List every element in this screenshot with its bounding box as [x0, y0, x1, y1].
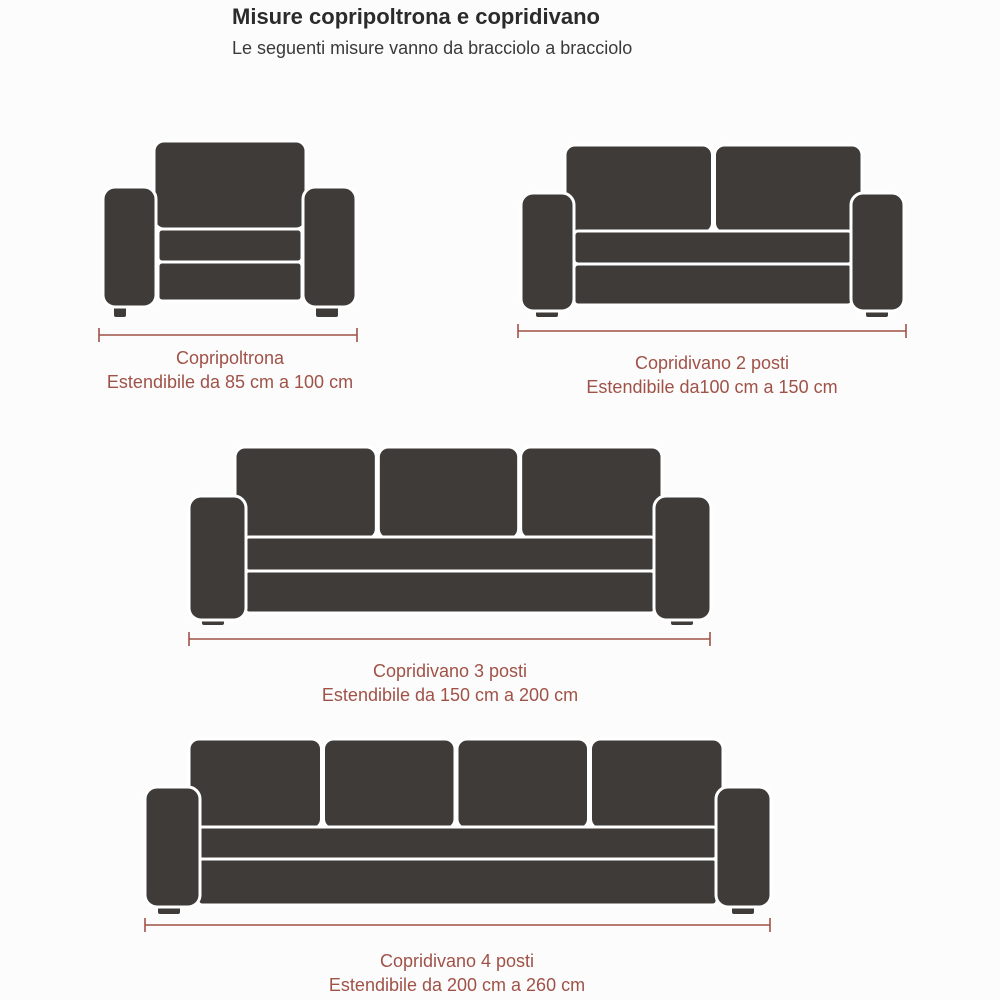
- sofa-2-seats-back-cushion-1: [565, 145, 713, 233]
- sofa-2-seats-label: [532, 351, 892, 399]
- sofa-3-seats-label: [270, 659, 630, 707]
- sofa-2-seats-range: Estendibile da100 cm a 150 cm: [586, 377, 838, 397]
- sofa-2-seats-seat-cushion: [574, 231, 852, 264]
- sofa-4-seats-name: Copridivano 4 posti: [379, 951, 535, 971]
- armchair-label: [60, 346, 400, 394]
- sofa-3-seats-left-arm: [189, 496, 246, 620]
- sofa-3-seats-range: Estendibile da 150 cm a 200 cm: [321, 685, 579, 705]
- armchair-range: Estendibile da 85 cm a 100 cm: [106, 372, 354, 392]
- armchair-left-arm: [103, 187, 156, 307]
- sofa-4-seats-illustration: [145, 739, 771, 914]
- sofa-4-seats-back-cushion-2: [324, 739, 456, 829]
- sofa-3-seats-back-cushion-2: [378, 447, 518, 539]
- sofa-4-seats-left-arm: [145, 787, 200, 907]
- sofa-4-seats-width-measure: [145, 918, 770, 932]
- sofa-2-seats-left-arm: [521, 193, 574, 311]
- sofa-3-seats-seat-cushion: [245, 537, 655, 571]
- armchair-illustration: [103, 141, 356, 317]
- sofa-4-seats-back-cushion-4: [591, 739, 724, 829]
- sofa-2-seats-back-cushion-2: [715, 145, 863, 233]
- sofa-3-seats-illustration: [189, 447, 711, 625]
- sofa-illustrations: [103, 141, 904, 914]
- armchair-width-measure: [99, 328, 357, 342]
- sofa-3-seats-name: Copridivano 3 posti: [372, 661, 528, 681]
- sofa-2-seats-width-measure: [518, 324, 906, 338]
- armchair-seat-cushion: [158, 229, 302, 262]
- sofa-3-seats-seat-base: [245, 571, 655, 613]
- sofa-4-seats-right-arm: [716, 787, 771, 907]
- sofa-4-seats-range: Estendibile da 200 cm a 260 cm: [328, 975, 586, 995]
- sofa-2-seats-name: Copridivano 2 posti: [634, 353, 790, 373]
- sofa-3-seats-width-measure: [189, 632, 710, 646]
- sofa-2-seats-seat-base: [574, 264, 852, 305]
- sofa-2-seats-right-arm: [851, 193, 904, 311]
- armchair-name: Copripoltrona: [175, 348, 285, 368]
- sofa-3-seats-back-cushion-1: [235, 447, 376, 539]
- armchair-back-cushion-1: [154, 141, 306, 229]
- page-subtitle: Le seguenti misure vanno da bracciolo a bracciolo: [232, 38, 633, 58]
- sofa-4-seats-back-cushion-3: [457, 739, 589, 829]
- sofa-4-seats-seat-cushion: [198, 827, 717, 859]
- sofa-4-seats-seat-base: [198, 859, 717, 905]
- page-title: Misure copripoltrona e copridivano: [232, 4, 600, 29]
- armchair-seat-base: [158, 262, 302, 301]
- armchair-right-arm: [303, 187, 356, 307]
- sofa-3-seats-right-arm: [654, 496, 711, 620]
- sofa-4-seats-back-cushion-1: [189, 739, 322, 829]
- sofa-3-seats-back-cushion-3: [521, 447, 662, 539]
- sofa-2-seats-illustration: [521, 145, 904, 317]
- sofa-4-seats-label: [277, 949, 637, 997]
